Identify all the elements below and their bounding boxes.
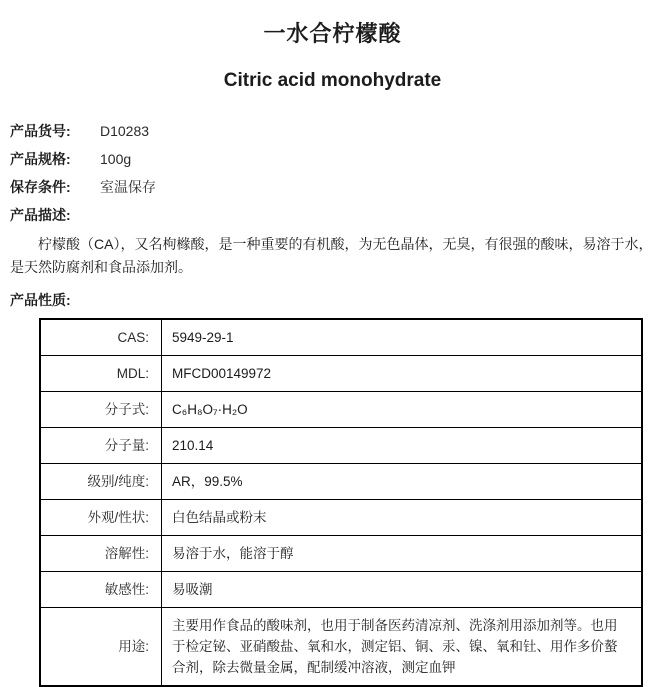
storage-condition-label: 保存条件: <box>10 179 71 195</box>
info-row-product-code <box>10 123 655 139</box>
table-row-appearance <box>40 500 642 536</box>
product-code-label: 产品货号: <box>10 123 71 139</box>
info-row-storage-condition <box>10 179 655 195</box>
info-row-product-size <box>10 151 655 167</box>
table-row-grade-purity <box>40 464 642 500</box>
product-size-value: 100g <box>100 151 132 167</box>
cas-value: 5949-29-1 <box>162 319 643 356</box>
product-size-label: 产品规格: <box>10 151 71 167</box>
sensitivity-label: 敏感性: <box>40 572 162 608</box>
description-heading: 产品描述: <box>10 207 71 223</box>
table-row-solubility <box>40 536 642 572</box>
properties-heading: 产品性质: <box>10 292 71 308</box>
product-code-value: D10283 <box>100 123 150 139</box>
solubility-value: 易溶于水，能溶于醇 <box>162 536 643 572</box>
molecular-formula-label: 分子式: <box>40 392 162 428</box>
page-title-english: Citric acid monohydrate <box>223 70 442 91</box>
grade-purity-value: AR，99.5% <box>162 464 643 500</box>
storage-condition-value: 室温保存 <box>100 179 156 195</box>
cas-label: CAS: <box>40 319 162 356</box>
table-row-cas <box>40 319 642 356</box>
product-info-section <box>0 123 665 687</box>
uses-value: 主要用作食品的酸味剂，也用于制备医药清凉剂、洗涤剂用添加剂等。也用于检定铋、亚硝酸盐、氧和水，测定铝、铜、汞、镍、氧和钍、用作多价螯合剂，除去微量金属，配制缓冲溶液，测定血钾 <box>162 608 643 687</box>
molecular-formula-value: C₆H₈O₇·H₂O <box>162 392 643 428</box>
product-datasheet <box>0 17 665 675</box>
appearance-value: 白色结晶或粉末 <box>162 500 643 536</box>
sensitivity-value: 易吸潮 <box>162 572 643 608</box>
product-description-text: 柠檬酸（CA），又名枸橼酸，是一种重要的有机酸，为无色晶体，无臭，有很强的酸味，易溶于水，是天然防腐剂和食品添加剂。 <box>10 236 653 275</box>
table-row-molecular-weight <box>40 428 642 464</box>
grade-purity-label: 级别/纯度: <box>40 464 162 500</box>
molecular-weight-value: 210.14 <box>162 428 643 464</box>
page-title-chinese: 一水合柠檬酸 <box>263 21 402 46</box>
table-row-mdl <box>40 356 642 392</box>
table-row-uses <box>40 608 642 687</box>
table-row-sensitivity <box>40 572 642 608</box>
table-row-molecular-formula <box>40 392 642 428</box>
mdl-label: MDL: <box>40 356 162 392</box>
properties-table <box>39 318 643 687</box>
molecular-weight-label: 分子量: <box>40 428 162 464</box>
uses-label: 用途: <box>40 608 162 687</box>
appearance-label: 外观/性状: <box>40 500 162 536</box>
solubility-label: 溶解性: <box>40 536 162 572</box>
mdl-value: MFCD00149972 <box>162 356 643 392</box>
